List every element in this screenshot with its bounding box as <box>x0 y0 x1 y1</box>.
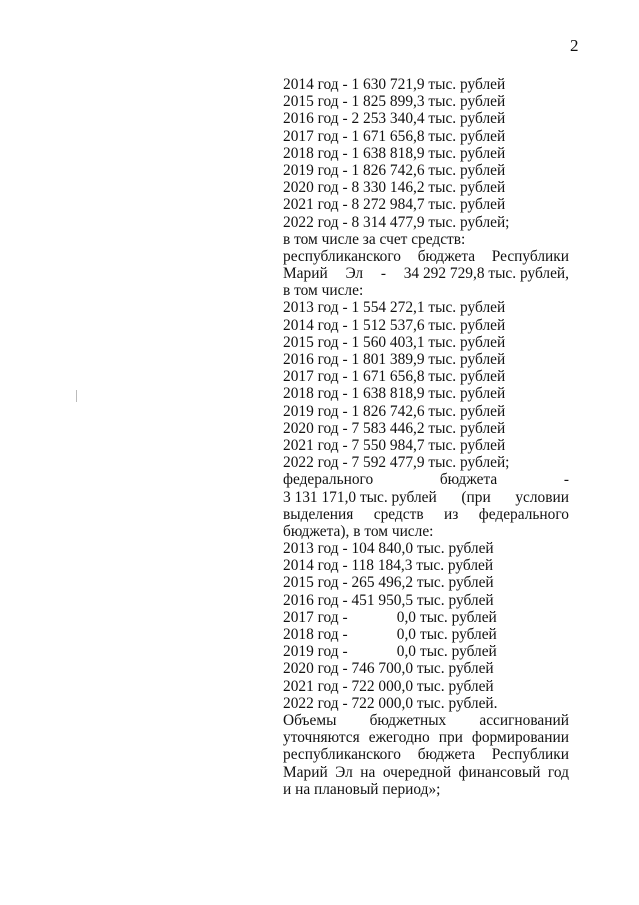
word: Эл <box>345 265 364 283</box>
republican-budget-paragraph <box>283 248 569 300</box>
word: год <box>547 763 569 781</box>
word: Республики <box>491 746 569 764</box>
justified-line <box>283 506 569 523</box>
document-body <box>283 76 569 798</box>
amount: 0,0 <box>396 608 416 626</box>
text-line: 2020 год - 7 583 446,2 тыс. рублей <box>283 419 506 437</box>
text-line: 2018 год - 1 638 818,9 тыс. рублей <box>283 144 506 162</box>
word: выделения <box>283 505 354 523</box>
word: Объемы <box>283 711 337 729</box>
text-line: 2017 год - 1 671 656,8 тыс. рублей <box>283 368 506 386</box>
word: республиканского <box>283 746 401 764</box>
text-line: 2020 год - 746 700,0 тыс. рублей <box>283 660 494 678</box>
amount: 0,0 <box>396 643 416 661</box>
text-line: 2021 год - 722 000,0 тыс. рублей <box>283 677 494 695</box>
word: средств <box>373 505 424 523</box>
word: - <box>563 471 569 489</box>
text-line: 2022 год - 8 314 477,9 тыс. рублей; <box>283 213 510 231</box>
text-line: 2016 год - 451 950,5 тыс. рублей <box>283 591 494 609</box>
text-line: 2014 год - 1 630 721,9 тыс. рублей <box>283 76 506 93</box>
text-line: 2016 год - 2 253 340,4 тыс. рублей <box>283 110 506 128</box>
word: из <box>444 505 459 523</box>
unit: тыс. рублей <box>420 626 497 643</box>
word: бюджета <box>417 247 476 265</box>
word: - <box>380 265 386 283</box>
word: ассигнований <box>479 711 569 729</box>
text-line: бюджета), в том числе: <box>283 522 434 540</box>
zero-amount-line <box>283 626 569 643</box>
word: федерального <box>283 471 374 489</box>
year-label: 2017 год - <box>283 608 348 626</box>
text-line: 2021 год - 8 272 984,7 тыс. рублей <box>283 196 506 214</box>
text-line: 2015 год - 265 496,2 тыс. рублей <box>283 574 494 592</box>
text-line: и на плановый период»; <box>283 780 441 798</box>
unit: тыс. рублей <box>420 643 497 661</box>
word: условии <box>515 488 569 506</box>
text-line: 2013 год - 104 840,0 тыс. рублей <box>283 540 494 558</box>
justified-line <box>283 746 569 763</box>
word: бюджета <box>417 746 476 764</box>
word: на <box>360 763 376 781</box>
federal-by-year-list <box>283 540 569 712</box>
word: (при <box>461 488 491 506</box>
text-line: 2022 год - 722 000,0 тыс. рублей. <box>283 694 498 712</box>
justified-line <box>283 248 569 265</box>
text-line: 2015 год - 1 560 403,1 тыс. рублей <box>283 333 506 351</box>
word: республиканского <box>283 247 401 265</box>
word: 3 131 171,0 тыс. рублей <box>283 488 437 506</box>
word: Республики <box>491 247 569 265</box>
word: очередной <box>382 763 452 781</box>
page-number: 2 <box>570 36 579 55</box>
word: ежегодно <box>368 729 430 747</box>
text-line: в том числе за счет средств: <box>283 230 466 248</box>
word: при <box>438 729 463 747</box>
text-line: в том числе: <box>283 282 364 300</box>
word: Марий <box>283 265 328 283</box>
closing-paragraph <box>283 712 569 798</box>
text-line: 2013 год - 1 554 272,1 тыс. рублей <box>283 299 506 317</box>
zero-amount-line <box>283 609 569 626</box>
amount: 0,0 <box>396 626 416 643</box>
justified-line <box>283 471 569 488</box>
text-line: 2018 год - 1 638 818,9 тыс. рублей <box>283 385 506 403</box>
justified-line <box>283 729 569 746</box>
text-line: 2019 год - 1 826 742,6 тыс. рублей <box>283 161 506 179</box>
text-line: 2022 год - 7 592 477,9 тыс. рублей; <box>283 454 510 472</box>
text-line: 2014 год - 118 184,3 тыс. рублей <box>283 557 494 575</box>
scan-artifact <box>76 390 77 402</box>
text-line: 2017 год - 1 671 656,8 тыс. рублей <box>283 127 506 145</box>
word: формировании <box>471 729 569 747</box>
word: Эл <box>335 763 353 781</box>
word: бюджетных <box>369 711 447 729</box>
text-line: 2015 год - 1 825 899,3 тыс. рублей <box>283 93 506 111</box>
total-by-year-list <box>283 76 569 248</box>
republican-by-year-list <box>283 299 569 471</box>
unit: тыс. рублей <box>420 608 497 626</box>
word: уточняются <box>283 729 360 747</box>
year-label: 2019 год - <box>283 643 348 661</box>
text-line: 2020 год - 8 330 146,2 тыс. рублей <box>283 179 506 197</box>
year-label: 2018 год - <box>283 626 348 643</box>
text-line: 2021 год - 7 550 984,7 тыс. рублей <box>283 436 506 454</box>
text-line: 2014 год - 1 512 537,6 тыс. рублей <box>283 316 506 334</box>
word: 34 292 729,8 тыс. рублей, <box>403 265 569 283</box>
zero-amount-line <box>283 643 569 660</box>
word: федерального <box>478 505 569 523</box>
word: бюджета <box>439 471 498 489</box>
federal-budget-paragraph <box>283 471 569 540</box>
justified-line <box>283 489 569 506</box>
text-line: 2016 год - 1 801 389,9 тыс. рублей <box>283 351 506 368</box>
word: Марий <box>283 763 328 781</box>
justified-line <box>283 712 569 729</box>
justified-line <box>283 764 569 781</box>
justified-line <box>283 265 569 282</box>
word: финансовый <box>458 763 541 781</box>
text-line: 2019 год - 1 826 742,6 тыс. рублей <box>283 402 506 420</box>
